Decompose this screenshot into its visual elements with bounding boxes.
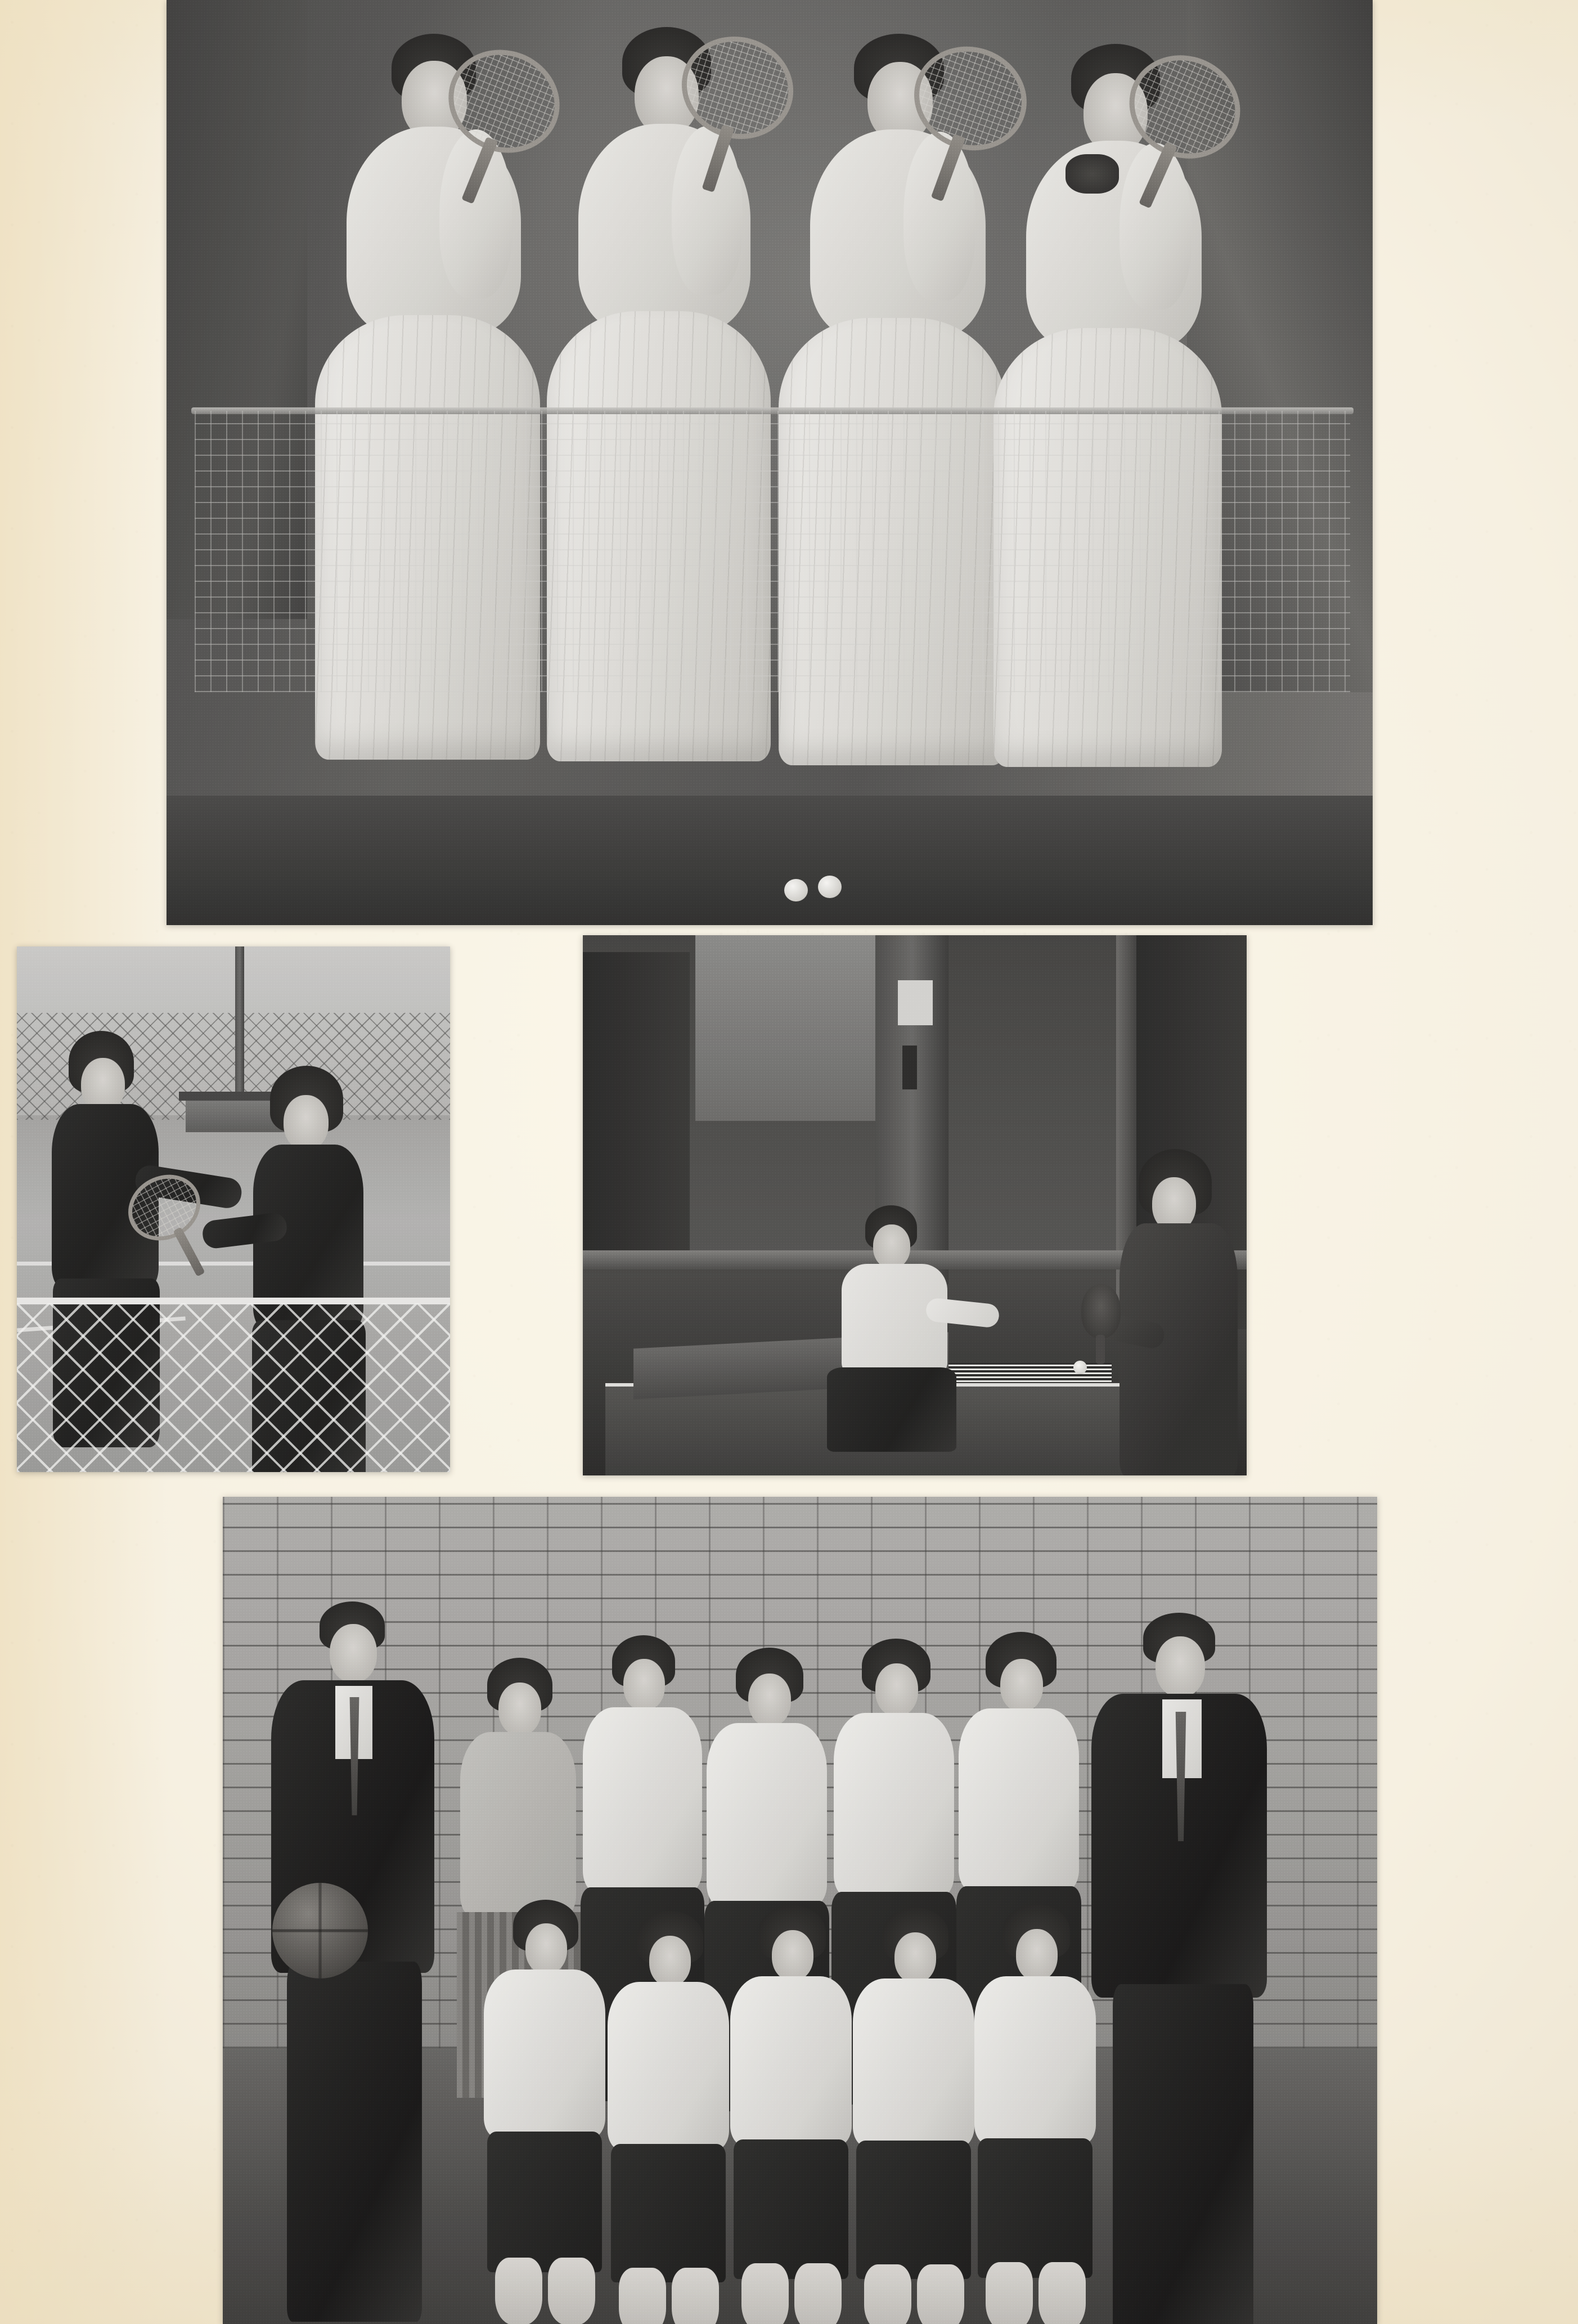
paddle-handle bbox=[1096, 1335, 1105, 1364]
blouse bbox=[974, 1976, 1096, 2145]
blouse bbox=[853, 1978, 974, 2147]
knee-left bbox=[741, 2263, 789, 2324]
trousers bbox=[1113, 1984, 1253, 2324]
knee-right bbox=[672, 2268, 719, 2324]
photo-tennis-1900s bbox=[167, 0, 1373, 925]
wall-panel-light bbox=[695, 935, 875, 1121]
figure-front-row-2 bbox=[600, 1911, 740, 2324]
dark-skirt bbox=[827, 1367, 956, 1452]
face bbox=[1156, 1636, 1205, 1697]
sleeve-raised bbox=[672, 126, 743, 295]
dark-skirt bbox=[856, 2141, 971, 2279]
chain-link-fence-foreground bbox=[17, 1303, 450, 1472]
face bbox=[875, 1663, 918, 1716]
knee-left bbox=[619, 2268, 666, 2324]
figure-front-row-3 bbox=[722, 1905, 863, 2324]
face bbox=[498, 1683, 541, 1735]
dark-skirt bbox=[487, 2132, 602, 2272]
blouse bbox=[460, 1732, 576, 1918]
wall-notice bbox=[898, 980, 933, 1025]
face bbox=[873, 1224, 910, 1268]
ball-in-play bbox=[1073, 1361, 1087, 1374]
face bbox=[284, 1095, 329, 1150]
knee-left bbox=[495, 2258, 542, 2324]
basketball bbox=[272, 1883, 368, 1978]
figure-player-seated bbox=[819, 1205, 988, 1447]
tennis-net bbox=[195, 411, 1350, 692]
face bbox=[330, 1624, 377, 1683]
blouse bbox=[834, 1713, 954, 1897]
face bbox=[1016, 1929, 1058, 1981]
face bbox=[525, 1923, 567, 1974]
blouse bbox=[608, 1982, 729, 2151]
dark-skirt bbox=[734, 2139, 848, 2279]
figure-front-row-1 bbox=[476, 1900, 617, 2324]
face bbox=[748, 1674, 791, 1726]
wall-fixture bbox=[902, 1046, 917, 1089]
knee-left bbox=[864, 2264, 911, 2324]
blouse bbox=[959, 1708, 1079, 1892]
blouse bbox=[730, 1976, 852, 2146]
knee-right bbox=[917, 2264, 964, 2324]
doorway-left bbox=[583, 952, 690, 1267]
face bbox=[772, 1930, 813, 1981]
figure-front-row-5 bbox=[966, 1904, 1107, 2324]
dark-skirt bbox=[611, 2144, 726, 2282]
trousers bbox=[287, 1962, 422, 2322]
tennis-ball-1 bbox=[784, 879, 808, 901]
face bbox=[623, 1659, 665, 1711]
figure-front-row-4 bbox=[845, 1908, 986, 2324]
figure-coach-left bbox=[257, 1601, 448, 2322]
dark-dress bbox=[1120, 1223, 1238, 1475]
knee-right bbox=[548, 2258, 595, 2324]
sleeve-raised bbox=[903, 132, 975, 300]
figure-man-right bbox=[1078, 1613, 1280, 2324]
knee-right bbox=[794, 2263, 842, 2324]
face bbox=[1000, 1659, 1043, 1712]
photo-table-tennis-match bbox=[583, 935, 1247, 1475]
blouse bbox=[707, 1723, 827, 1906]
photo-girls-basketball-team bbox=[223, 1497, 1377, 2324]
knee-right bbox=[1038, 2262, 1086, 2324]
figure-player-standing bbox=[1078, 1149, 1247, 1475]
face bbox=[894, 1932, 936, 1983]
blouse bbox=[583, 1707, 702, 1893]
paddle bbox=[1081, 1284, 1121, 1338]
knee-left bbox=[986, 2262, 1033, 2324]
dark-skirt bbox=[978, 2138, 1093, 2278]
neck-ribbon bbox=[1066, 154, 1119, 194]
studio-floor bbox=[167, 796, 1373, 925]
photo-tennis-net-handshake bbox=[17, 946, 450, 1472]
face bbox=[649, 1936, 691, 1986]
blouse bbox=[484, 1969, 605, 2138]
basketball-seams bbox=[272, 1883, 368, 1978]
tennis-ball-2 bbox=[818, 876, 842, 898]
